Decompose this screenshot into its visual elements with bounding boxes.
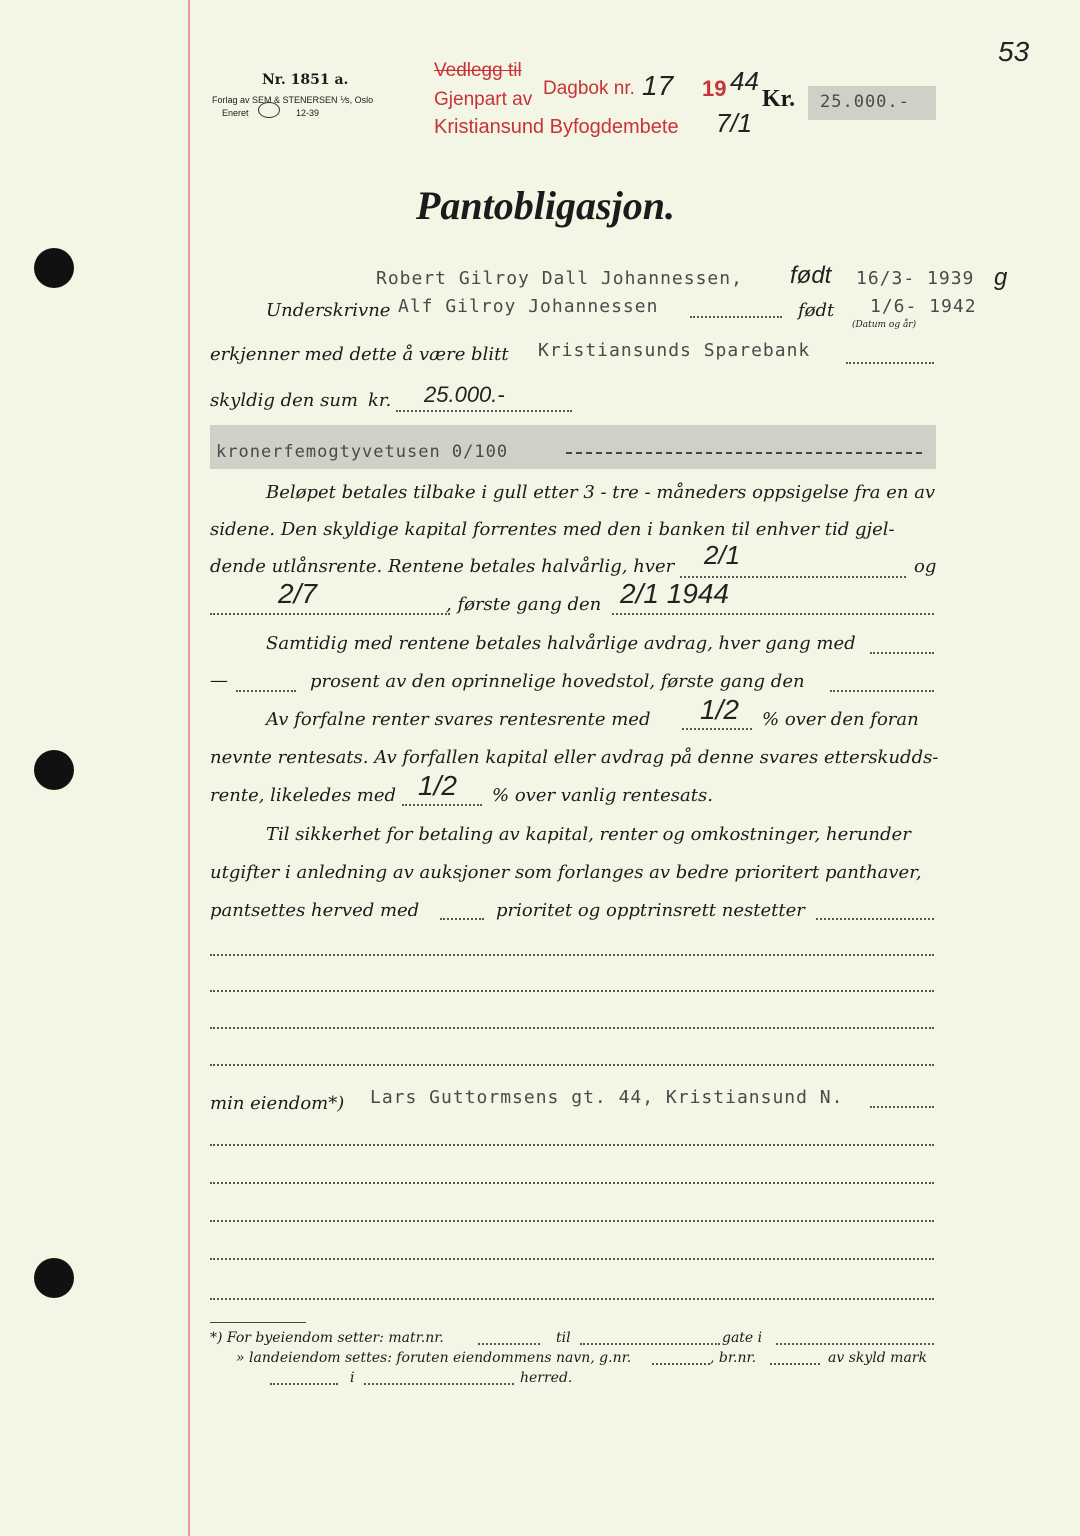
fill-line: [364, 1383, 514, 1385]
fill-line: [440, 918, 484, 920]
first-interest-date: 2/1 1944: [620, 578, 729, 609]
para2-dash: —: [210, 670, 228, 691]
fill-line: [652, 1363, 710, 1365]
para1-line1: Beløpet betales tilbake i gull etter 3 - tre - måneders oppsigelse fra en av: [266, 482, 936, 503]
para1-first-label: , første gang den: [446, 594, 602, 615]
fill-line: [210, 954, 934, 956]
para3-line1b: % over den foran: [762, 709, 919, 730]
debtor1-born: 16/3- 1939: [856, 268, 975, 289]
para4-line2: utgifter i anledning av auksjoner som forlanges av bedre prioritert panthaver,: [210, 862, 922, 883]
date-hint: (Datum og år): [852, 320, 917, 330]
fill-line: [682, 728, 752, 730]
punch-hole: [34, 1258, 74, 1298]
publisher-seal-icon: [258, 102, 280, 118]
fill-line: [210, 1220, 934, 1222]
fill-line: [770, 1363, 820, 1365]
year-prefix: 19: [702, 76, 727, 101]
footnote-gate: gate i: [722, 1330, 763, 1346]
sum-value: 25.000.-: [424, 382, 505, 407]
sum-kr: kr.: [368, 390, 392, 411]
debtor2-born-label: født: [798, 300, 835, 321]
amount-value: 25.000.-: [820, 92, 910, 112]
fill-line: [210, 1144, 934, 1146]
footnote-i: i: [350, 1370, 355, 1386]
para3-line3b: % over vanlig rentesats.: [492, 785, 713, 806]
page-number: 53: [998, 36, 1030, 67]
footnote-rule: [210, 1322, 306, 1323]
fill-line: [816, 918, 934, 920]
debtor2-born: 1/6- 1942: [870, 296, 977, 317]
footnote-brnr: , br.nr.: [710, 1350, 757, 1366]
late-interest-pct: 1/2: [418, 770, 457, 801]
fill-line: [210, 1027, 934, 1029]
fill-line: [402, 804, 482, 806]
fill-line: [566, 452, 922, 454]
fill-line: [210, 1258, 934, 1260]
para4-line3b: prioritet og opptrinsrett nestetter: [496, 900, 805, 921]
fill-line: [478, 1343, 540, 1345]
fill-line: [776, 1343, 934, 1345]
para3-line3: rente, likeledes med: [210, 785, 397, 806]
creditor-name: Kristiansunds Sparebank: [538, 340, 811, 361]
footnote-til: til: [556, 1330, 571, 1346]
footnote-line1: *) For byeiendom setter: matr.nr.: [210, 1330, 444, 1346]
fill-line: [830, 690, 934, 692]
debtor1-born-label: født: [790, 262, 832, 289]
form-date-code: 12-39: [296, 108, 320, 118]
debtor1-mark: g: [994, 264, 1008, 291]
footnote-herred: herred.: [520, 1370, 573, 1386]
fill-line: [870, 1106, 934, 1108]
punch-hole: [34, 750, 74, 790]
interest-date2: 2/7: [278, 578, 317, 609]
para1-line3: dende utlånsrente. Rentene betales halvårlig, hver: [210, 556, 675, 577]
para4-line1: Til sikkerhet for betaling av kapital, renter og omkostninger, herunder: [266, 824, 911, 845]
fill-line: [270, 1383, 338, 1385]
fill-line: [396, 410, 572, 412]
fill-line: [210, 990, 934, 992]
debtor2-label: Underskrivne: [266, 300, 391, 321]
sum-label: skyldig den sum: [210, 390, 358, 411]
creditor-label: erkjenner med dette å være blitt: [210, 344, 509, 365]
interest-date1: 2/1: [704, 540, 741, 570]
fill-line: [236, 690, 296, 692]
para1-og: og: [914, 556, 937, 577]
punch-hole: [34, 248, 74, 288]
kr-label: Kr.: [762, 86, 796, 112]
year-suffix: 44: [730, 66, 759, 96]
fill-line: [690, 316, 782, 318]
publisher-line: Forlag av SEM & STENERSEN ⅟s, Oslo: [212, 95, 374, 105]
para2-line2: prosent av den oprinnelige hovedstol, første gang den: [310, 671, 805, 692]
debtor1-name: Robert Gilroy Dall Johannessen,: [376, 268, 743, 289]
red-margin-line: [188, 0, 190, 1536]
property-label: min eiendom*): [210, 1093, 345, 1114]
fill-line: [210, 613, 450, 615]
office-stamp: Kristiansund Byfogdembete: [434, 116, 679, 138]
document-title: Pantobligasjon.: [416, 183, 675, 228]
fill-line: [210, 1064, 934, 1066]
registry-date: 7/1: [716, 108, 753, 138]
gjenpart-label: Gjenpart av: [434, 89, 533, 110]
form-number: Nr. 1851 a.: [262, 72, 349, 88]
para3-line2: nevnte rentesats. Av forfallen kapital eller avdrag på denne svares etterskudds-: [210, 747, 939, 768]
sum-words: kronerfemogtyvetusen 0/100: [216, 442, 509, 462]
debtor2-name: Alf Gilroy Johannessen: [398, 296, 659, 317]
vedlegg-label: Vedlegg til: [434, 60, 522, 81]
para2-line1: Samtidig med rentene betales halvårlige avdrag, hver gang med: [266, 633, 856, 654]
footnote-line2: » landeiendom settes: foruten eiendommens navn, g.nr.: [236, 1350, 632, 1366]
enr-line: Eneret: [222, 108, 249, 118]
fill-line: [210, 1182, 934, 1184]
fill-line: [210, 1298, 934, 1300]
dagbok-number: 17: [642, 70, 674, 101]
fill-line: [870, 652, 934, 654]
fill-line: [580, 1343, 720, 1345]
para1-line2: sidene. Den skyldige kapital forrentes med den i banken til enhver tid gjel-: [210, 519, 895, 540]
fill-line: [612, 613, 934, 615]
para3-line1: Av forfalne renter svares rentesrente med: [266, 709, 651, 730]
compound-interest-pct: 1/2: [700, 694, 739, 725]
property-value: Lars Guttormsens gt. 44, Kristiansund N.: [370, 1087, 844, 1108]
fill-line: [846, 362, 934, 364]
para4-line3: pantsettes herved med: [210, 900, 420, 921]
footnote-skyld: av skyld mark: [828, 1350, 927, 1366]
dagbok-label: Dagbok nr.: [543, 78, 635, 99]
